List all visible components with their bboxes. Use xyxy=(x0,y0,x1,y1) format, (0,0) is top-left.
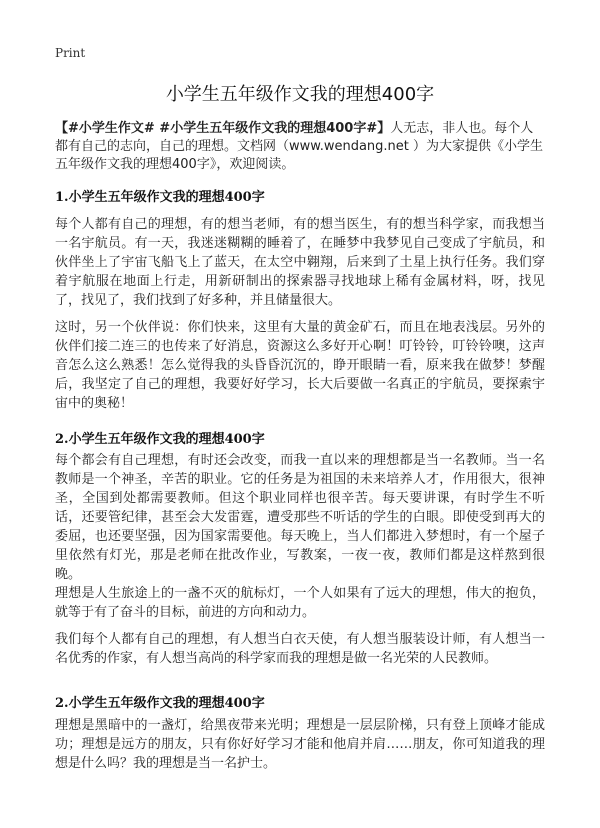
section-3-heading: 2.小学生五年级作文我的理想400字 xyxy=(55,696,265,711)
section-2-heading: 2.小学生五年级作文我的理想400字 xyxy=(55,432,265,447)
intro-text: 人无志，非人也。每个人都有自己的志向，自己的理想。文档网（www.wendang.net ）为大家提供《小学生五年级作文我的理想400字》，欢迎阅读。 xyxy=(55,121,544,172)
section-3-paragraph-1: 理想是黑暗中的一盏灯，给黑夜带来光明；理想是一层层阶梯，只有登上顶峰才能成功；理想是远方的朋友，只有你好好学习才能和他肩并肩……朋友，你可知道我的理想是什么吗？我的理想是当一名护士。 xyxy=(55,718,545,771)
print-label: Print xyxy=(55,46,86,60)
section-2-paragraph-1: 每个都会有自己理想，有时还会改变，而我一直以来的理想都是当一名教师。当一名教师是一个神圣，辛苦的职业。它的任务是为祖国的未来培养人才，作用很大，很神圣，全国到处都需要教师。但这个职业同样也很辛苦。每天要讲课，有时学生不听话，还要管纪律，甚至会大发雷霆，遭受那些不听话的学生的白眼。即使受到再大的委屈，也还要坚强，因为国家需要他。每天晚上，当人们都进入梦想时，有一个屋子里依然有灯光，那是老师在批改作业，写教案，一夜一夜，教师们都是这样熬到很晚。 xyxy=(55,453,545,582)
section-1-heading: 1.小学生五年级作文我的理想400字 xyxy=(55,190,265,205)
section-1-paragraph-1: 每个人都有自己的理想，有的想当老师，有的想当医生，有的想当科学家，而我想当一名宇航员。有一天，我迷迷糊糊的睡着了，在睡梦中我梦见自己变成了宇航员，和伙伴坐上了宇宙飞船飞上了蓝天，在太空中翱翔，后来到了土星上执行任务。我们穿着宇航服在地面上行走，用新研制出的探索器寻找地球上稀有金属材料，呀，找见了，找见了，我们找到了好多种，并且储量很大。 xyxy=(55,217,545,308)
page-title: 小学生五年级作文我的理想400字 xyxy=(165,84,435,105)
section-2-paragraph-3: 我们每个人都有自己的理想，有人想当白衣天使，有人想当服装设计师，有人想当一名优秀的作家，有人想当高尚的科学家而我的理想是做一名光荣的人民教师。 xyxy=(55,632,545,666)
intro-paragraph xyxy=(55,120,545,174)
section-2-paragraph-2: 理想是人生旅途上的一盏不灭的航标灯，一个人如果有了远大的理想，伟大的抱负，就等于有了奋斗的目标，前进的方向和动力。 xyxy=(55,586,545,620)
section-1-paragraph-2: 这时，另一个伙伴说：你们快来，这里有大量的黄金矿石，而且在地表浅层。另外的伙伴们接二连三的也传来了好消息，资源这么多好开心啊！叮铃铃，叮铃铃噢，这声音怎么这么熟悉！怎么觉得我的头昏昏沉沉的，睁开眼睛一看，原来我在做梦！梦醒后，我坚定了自己的理想，我要好好学习，长大后要做一名真正的宇航员，要探索宇宙中的奥秘！ xyxy=(55,320,545,411)
intro-tags: 【#小学生作文# #小学生五年级作文我的理想400字#】 xyxy=(55,121,391,136)
